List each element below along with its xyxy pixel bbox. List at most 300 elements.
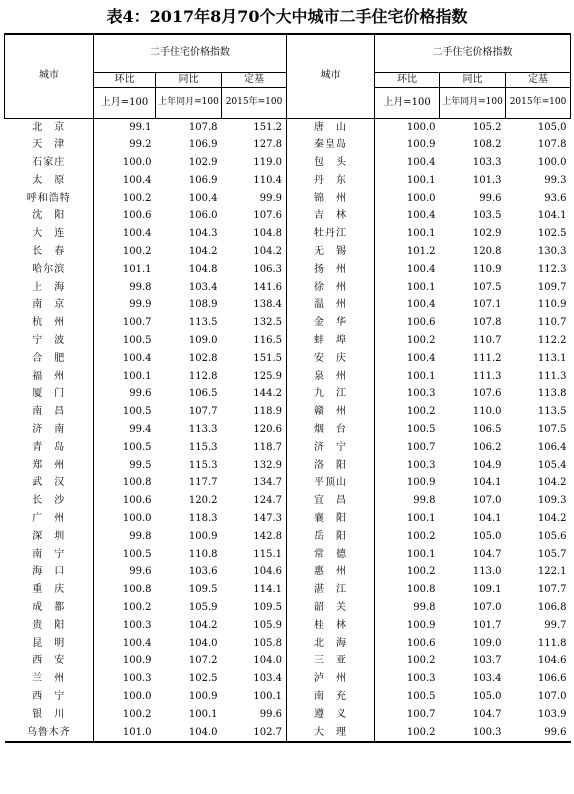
yoy-cell-right: 103.5 — [472, 210, 502, 222]
base-cell-left: 120.6 — [253, 424, 282, 436]
table-row — [5, 296, 571, 314]
yoy-base-right: 上年同月=100 — [440, 87, 506, 118]
base-cell-right: 106.4 — [537, 441, 567, 453]
city-cell-right: 南 充 — [287, 688, 375, 706]
base-cell-left: 104.2 — [253, 246, 282, 258]
base-cell-left: 138.4 — [253, 299, 282, 311]
city-header-right: 城市 — [287, 34, 375, 118]
mom-cell-right: 100.2 — [375, 652, 440, 670]
yoy-cell-left: 113.3 — [188, 424, 218, 436]
city-cell-right: 唐 山 — [287, 118, 375, 136]
city-cell-left: 银 川 — [32, 708, 66, 720]
base-cell-right: 104.2 — [537, 513, 567, 525]
yoy-cell-right: 101.3 — [472, 174, 502, 186]
mom-cell-right: 100.9 — [375, 617, 440, 635]
city-cell-left: 南 宁 — [32, 548, 66, 560]
city-cell-right: 扬 州 — [287, 261, 375, 279]
base-cell-right: 110.9 — [537, 299, 567, 311]
mom-cell-left: 101.1 — [94, 261, 156, 279]
table-row — [5, 421, 571, 439]
base-cell-left: 105.8 — [253, 637, 282, 649]
yoy-cell-left: 109.5 — [188, 584, 218, 596]
mom-cell-right: 100.1 — [375, 279, 440, 297]
city-cell-left: 上 海 — [32, 281, 66, 293]
yoy-cell-right: 104.1 — [472, 477, 502, 489]
city-cell-right: 徐 州 — [287, 279, 375, 297]
yoy-cell-right: 102.9 — [472, 228, 502, 240]
mom-cell-right: 100.2 — [375, 403, 440, 421]
base-cell-left: 134.7 — [253, 477, 282, 489]
table-row — [5, 510, 571, 528]
yoy-cell-right: 106.2 — [472, 441, 502, 453]
yoy-cell-right: 120.8 — [472, 246, 502, 258]
city-cell-left: 深 圳 — [32, 530, 66, 542]
table-row — [5, 403, 571, 421]
yoy-cell-left: 100.1 — [188, 708, 218, 720]
city-cell-right: 锦 州 — [287, 190, 375, 208]
yoy-cell-right: 104.7 — [472, 548, 502, 560]
mom-cell-right: 100.7 — [375, 439, 440, 457]
base-cell-left: 119.0 — [253, 157, 282, 169]
base-cell-right: 105.4 — [537, 459, 567, 471]
base-cell-right: 107.0 — [537, 691, 567, 702]
table-row — [5, 368, 571, 386]
mom-cell-right: 100.3 — [375, 457, 440, 475]
yoy-cell-left: 117.7 — [188, 477, 218, 489]
mom-cell-left: 101.0 — [94, 724, 156, 743]
index-group-header-right: 二手住宅价格指数 — [375, 34, 571, 72]
yoy-cell-left: 102.8 — [188, 352, 218, 364]
city-cell-right: 泸 州 — [287, 670, 375, 688]
table-row — [5, 670, 571, 688]
index-group-header-left: 二手住宅价格指数 — [94, 34, 287, 72]
mom-cell-left: 100.0 — [94, 154, 156, 172]
mom-header-right: 环比 — [375, 72, 440, 87]
base-cell-right: 100.0 — [537, 157, 567, 169]
table-title: 表4：2017年8月70个大中城市二手住宅价格指数 — [106, 7, 468, 26]
base-cell-right: 109.7 — [537, 281, 567, 293]
base-cell-right: 107.8 — [537, 139, 567, 151]
mom-base-left: 上月=100 — [94, 87, 156, 118]
yoy-cell-right: 110.0 — [472, 406, 502, 418]
base-cell-left: 109.5 — [253, 602, 282, 614]
base-cell-left: 103.4 — [253, 673, 282, 685]
base-cell-left: 99.9 — [259, 192, 282, 204]
mom-cell-left: 100.5 — [94, 546, 156, 564]
yoy-cell-left: 120.2 — [188, 495, 218, 507]
city-cell-right: 平顶山 — [287, 474, 375, 492]
yoy-cell-left: 103.4 — [188, 281, 218, 293]
city-cell-left: 济 南 — [32, 424, 66, 436]
table-row — [5, 154, 571, 172]
city-cell-left: 昆 明 — [32, 637, 66, 649]
mom-cell-right: 100.1 — [375, 225, 440, 243]
base-cell-right: 112.3 — [537, 263, 567, 275]
mom-cell-left: 99.9 — [94, 296, 156, 314]
mom-cell-right: 100.0 — [375, 190, 440, 208]
base-cell-left: 118.7 — [253, 441, 282, 453]
mom-cell-right: 99.8 — [375, 599, 440, 617]
mom-cell-left: 99.8 — [94, 528, 156, 546]
yoy-cell-left: 104.2 — [188, 619, 218, 631]
yoy-cell-left: 100.9 — [188, 691, 218, 702]
mom-cell-left: 100.4 — [94, 350, 156, 368]
yoy-cell-right: 107.0 — [472, 602, 502, 614]
base-cell-right: 113.1 — [537, 352, 567, 364]
table-row — [5, 528, 571, 546]
base-header-right: 定基 — [506, 72, 571, 87]
base-cell-left: 144.2 — [253, 388, 282, 400]
yoy-header-left: 同比 — [156, 72, 222, 87]
base-cell-left: 147.3 — [253, 513, 282, 525]
yoy-cell-right: 109.1 — [472, 584, 502, 596]
mom-cell-left: 100.2 — [94, 599, 156, 617]
city-cell-left: 厦 门 — [32, 388, 66, 400]
mom-cell-left: 99.1 — [94, 118, 156, 136]
city-cell-left: 郑 州 — [32, 459, 66, 471]
city-cell-left: 武 汉 — [32, 477, 66, 489]
city-cell-right: 桂 林 — [287, 617, 375, 635]
city-cell-left: 乌鲁木齐 — [5, 724, 94, 743]
yoy-cell-right: 100.3 — [440, 724, 506, 743]
table-row — [5, 118, 571, 136]
yoy-cell-right: 105.0 — [472, 691, 502, 702]
city-cell-right: 襄 阳 — [287, 510, 375, 528]
city-cell-right: 赣 州 — [287, 403, 375, 421]
city-cell-left: 沈 阳 — [32, 210, 66, 222]
yoy-cell-left: 106.9 — [188, 174, 218, 186]
yoy-cell-left: 104.2 — [188, 246, 218, 258]
city-cell-right: 韶 关 — [287, 599, 375, 617]
base-cell-right: 106.8 — [537, 602, 567, 614]
table-row — [5, 617, 571, 635]
table-row — [5, 581, 571, 599]
base-cell-right: 110.7 — [537, 317, 567, 329]
table-row — [5, 243, 571, 261]
city-cell-left: 天 津 — [32, 139, 66, 151]
yoy-cell-left: 106.0 — [188, 210, 218, 222]
yoy-cell-right: 107.1 — [472, 299, 502, 311]
yoy-cell-right: 106.5 — [472, 424, 502, 436]
city-cell-left: 海 口 — [32, 566, 66, 578]
yoy-cell-left: 109.0 — [188, 335, 218, 347]
mom-cell-left: 100.3 — [94, 670, 156, 688]
price-index-table — [4, 33, 571, 743]
mom-cell-right: 100.1 — [375, 546, 440, 564]
yoy-cell-right: 107.6 — [472, 388, 502, 400]
mom-cell-right: 100.5 — [375, 688, 440, 706]
mom-cell-right: 100.1 — [375, 172, 440, 190]
yoy-cell-left: 104.8 — [188, 263, 218, 275]
yoy-cell-right: 107.0 — [472, 495, 502, 507]
mom-cell-left: 100.4 — [94, 635, 156, 653]
mom-cell-right: 100.5 — [375, 421, 440, 439]
fixed-base-right: 2015年=100 — [506, 87, 571, 118]
table-row — [5, 136, 571, 154]
yoy-cell-right: 103.4 — [472, 673, 502, 685]
city-cell-right: 遵 义 — [287, 706, 375, 724]
base-cell-right: 112.2 — [537, 335, 567, 347]
city-cell-right: 湛 江 — [287, 581, 375, 599]
mom-cell-left: 100.1 — [94, 368, 156, 386]
yoy-cell-right: 110.7 — [472, 335, 502, 347]
yoy-cell-left: 104.3 — [188, 228, 218, 240]
city-cell-right: 泉 州 — [287, 368, 375, 386]
mom-cell-right: 100.2 — [375, 563, 440, 581]
base-cell-right: 103.9 — [537, 708, 567, 720]
yoy-cell-right: 111.2 — [472, 352, 502, 364]
mom-cell-left: 100.5 — [94, 439, 156, 457]
base-cell-left: 151.2 — [253, 121, 282, 133]
city-cell-right: 吉 林 — [287, 207, 375, 225]
city-cell-right: 牡丹江 — [287, 225, 375, 243]
mom-cell-left: 100.2 — [94, 243, 156, 261]
base-cell-right: 104.6 — [537, 655, 567, 667]
yoy-cell-left: 100.4 — [188, 192, 218, 204]
yoy-cell-right: 107.5 — [472, 281, 502, 293]
table-row — [5, 688, 571, 706]
mom-cell-right: 100.8 — [375, 581, 440, 599]
city-cell-right: 无 锡 — [287, 243, 375, 261]
city-cell-left: 福 州 — [32, 370, 66, 382]
base-cell-left: 99.6 — [259, 708, 282, 720]
yoy-cell-left: 104.0 — [188, 637, 218, 649]
mom-cell-left: 100.6 — [94, 207, 156, 225]
city-cell-right: 北 海 — [287, 635, 375, 653]
mom-cell-left: 100.8 — [94, 474, 156, 492]
mom-cell-left: 100.0 — [94, 688, 156, 706]
yoy-cell-left: 103.6 — [188, 566, 218, 578]
mom-cell-right: 100.9 — [375, 136, 440, 154]
base-cell-left: 132.5 — [253, 317, 282, 329]
yoy-cell-right: 113.0 — [472, 566, 502, 578]
yoy-cell-right: 109.0 — [472, 637, 502, 649]
mom-cell-right: 100.1 — [375, 510, 440, 528]
table-row — [5, 457, 571, 475]
table-row — [5, 225, 571, 243]
mom-cell-right: 100.6 — [375, 635, 440, 653]
yoy-cell-right: 101.7 — [472, 619, 502, 631]
base-cell-left: 107.6 — [253, 210, 282, 222]
base-cell-left: 105.9 — [253, 619, 282, 631]
table-row — [5, 474, 571, 492]
mom-cell-right: 100.4 — [375, 261, 440, 279]
table-row — [5, 599, 571, 617]
yoy-header-right: 同比 — [440, 72, 506, 87]
city-cell-left: 宁 波 — [32, 335, 66, 347]
mom-cell-left: 100.8 — [94, 581, 156, 599]
mom-cell-right: 100.2 — [375, 332, 440, 350]
yoy-cell-left: 115.3 — [188, 459, 218, 471]
mom-cell-left: 99.2 — [94, 136, 156, 154]
base-cell-right: 111.8 — [537, 637, 567, 649]
base-cell-right: 99.6 — [506, 724, 571, 743]
base-cell-left: 151.5 — [253, 352, 282, 364]
table-row — [5, 279, 571, 297]
base-cell-right: 93.6 — [544, 192, 567, 204]
table-row — [5, 350, 571, 368]
mom-cell-left: 100.4 — [94, 225, 156, 243]
table-row — [5, 546, 571, 564]
city-cell-left: 南 昌 — [32, 406, 66, 418]
mom-cell-right: 100.1 — [375, 368, 440, 386]
yoy-cell-right: 110.9 — [472, 263, 502, 275]
yoy-cell-right: 104.9 — [472, 459, 502, 471]
base-cell-right: 105.6 — [537, 530, 567, 542]
city-cell-right: 惠 州 — [287, 563, 375, 581]
base-cell-left: 118.9 — [253, 406, 282, 418]
city-cell-left: 南 京 — [32, 299, 66, 311]
base-cell-left: 104.8 — [253, 228, 282, 240]
mom-cell-left: 100.0 — [94, 510, 156, 528]
city-cell-left: 重 庆 — [32, 584, 66, 596]
table-header — [5, 34, 571, 118]
yoy-cell-left: 118.3 — [188, 513, 218, 525]
yoy-cell-left: 104.0 — [156, 724, 222, 743]
mom-cell-right: 100.6 — [375, 314, 440, 332]
yoy-cell-right: 105.2 — [472, 121, 502, 133]
yoy-cell-right: 104.7 — [472, 708, 502, 720]
yoy-cell-left: 107.2 — [188, 655, 218, 667]
yoy-cell-left: 110.8 — [188, 548, 218, 560]
yoy-cell-left: 113.5 — [188, 317, 218, 329]
base-cell-right: 113.5 — [537, 406, 567, 418]
city-cell-left: 哈尔滨 — [32, 263, 66, 275]
base-cell-left: 142.8 — [253, 530, 282, 542]
mom-cell-right: 100.4 — [375, 296, 440, 314]
yoy-cell-left: 115.3 — [188, 441, 218, 453]
base-cell-right: 111.3 — [537, 370, 567, 382]
city-cell-left: 青 岛 — [32, 441, 66, 453]
yoy-base-left: 上年同月=100 — [156, 87, 222, 118]
table-row — [5, 724, 571, 743]
base-cell-left: 100.1 — [253, 691, 282, 702]
base-cell-right: 109.3 — [537, 495, 567, 507]
city-header-left: 城市 — [5, 34, 94, 118]
city-cell-left: 兰 州 — [32, 673, 66, 685]
table-row — [5, 314, 571, 332]
table-row — [5, 439, 571, 457]
mom-cell-right: 100.4 — [375, 154, 440, 172]
base-cell-left: 104.6 — [253, 566, 282, 578]
base-cell-left: 102.7 — [222, 724, 287, 743]
mom-cell-left: 99.5 — [94, 457, 156, 475]
mom-base-right: 上月=100 — [375, 87, 440, 118]
table-row — [5, 172, 571, 190]
mom-cell-left: 100.6 — [94, 492, 156, 510]
city-cell-left: 大 连 — [32, 228, 66, 240]
yoy-cell-right: 111.3 — [472, 370, 502, 382]
city-cell-left: 太 原 — [32, 174, 66, 186]
city-cell-left: 广 州 — [32, 513, 66, 525]
city-cell-left: 成 都 — [32, 602, 66, 614]
base-cell-left: 115.1 — [253, 548, 282, 560]
base-cell-left: 114.1 — [253, 584, 282, 596]
yoy-cell-left: 105.9 — [188, 602, 218, 614]
mom-cell-left: 100.5 — [94, 403, 156, 421]
base-cell-right: 104.2 — [537, 477, 567, 489]
table-row — [5, 385, 571, 403]
mom-cell-left: 100.2 — [94, 706, 156, 724]
city-cell-left: 合 肥 — [32, 352, 66, 364]
city-cell-left: 西 宁 — [32, 691, 66, 702]
base-cell-right: 130.3 — [537, 246, 567, 258]
mom-cell-right: 100.9 — [375, 474, 440, 492]
yoy-cell-right: 103.3 — [472, 157, 502, 169]
mom-cell-right: 100.4 — [375, 350, 440, 368]
base-cell-left: 110.4 — [253, 174, 282, 186]
mom-cell-left: 100.2 — [94, 190, 156, 208]
city-cell-left: 长 沙 — [32, 495, 66, 507]
base-cell-left: 125.9 — [253, 370, 282, 382]
mom-cell-right: 100.2 — [375, 528, 440, 546]
table-row — [5, 492, 571, 510]
yoy-cell-left: 102.9 — [188, 157, 218, 169]
base-cell-left: 106.3 — [253, 263, 282, 275]
mom-cell-left: 100.3 — [94, 617, 156, 635]
yoy-cell-right: 107.8 — [472, 317, 502, 329]
city-cell-right: 九 江 — [287, 385, 375, 403]
base-cell-right: 107.7 — [537, 584, 567, 596]
mom-cell-right: 100.7 — [375, 706, 440, 724]
table-body — [5, 118, 571, 742]
city-cell-right: 丹 东 — [287, 172, 375, 190]
city-cell-right: 安 庆 — [287, 350, 375, 368]
table-row — [5, 563, 571, 581]
table-row — [5, 706, 571, 724]
base-cell-left: 104.0 — [253, 655, 282, 667]
yoy-cell-left: 100.9 — [188, 530, 218, 542]
base-cell-right: 99.7 — [544, 619, 567, 631]
mom-cell-right: 100.0 — [375, 118, 440, 136]
base-cell-right: 113.8 — [537, 388, 567, 400]
mom-cell-right: 100.3 — [375, 385, 440, 403]
city-cell-right: 大 理 — [287, 724, 375, 743]
table-row — [5, 261, 571, 279]
city-cell-left: 呼和浩特 — [26, 192, 71, 204]
city-cell-left: 贵 阳 — [32, 619, 66, 631]
yoy-cell-right: 108.2 — [472, 139, 502, 151]
yoy-cell-left: 107.7 — [188, 406, 218, 418]
yoy-cell-left: 102.5 — [188, 673, 218, 685]
city-cell-right: 宜 昌 — [287, 492, 375, 510]
base-cell-left: 127.8 — [253, 139, 282, 151]
mom-cell-left: 99.8 — [94, 279, 156, 297]
base-cell-right: 104.1 — [537, 210, 567, 222]
mom-cell-right: 100.4 — [375, 207, 440, 225]
table-row — [5, 332, 571, 350]
base-cell-left: 132.9 — [253, 459, 282, 471]
city-cell-left: 杭 州 — [32, 317, 66, 329]
base-cell-right: 105.0 — [537, 121, 567, 133]
table-row — [5, 190, 571, 208]
table-row — [5, 635, 571, 653]
city-cell-right: 岳 阳 — [287, 528, 375, 546]
base-cell-left: 116.5 — [253, 335, 282, 347]
city-cell-left: 北 京 — [32, 121, 66, 133]
yoy-cell-left: 112.8 — [188, 370, 218, 382]
mom-cell-right: 101.2 — [375, 243, 440, 261]
city-cell-left: 长 春 — [32, 246, 66, 258]
mom-cell-left: 100.9 — [94, 652, 156, 670]
mom-header-left: 环比 — [94, 72, 156, 87]
city-cell-left: 石家庄 — [32, 157, 66, 169]
mom-cell-left: 99.6 — [94, 563, 156, 581]
yoy-cell-left: 108.9 — [188, 299, 218, 311]
table-row — [5, 652, 571, 670]
city-cell-right: 洛 阳 — [287, 457, 375, 475]
fixed-base-left: 2015年=100 — [222, 87, 287, 118]
